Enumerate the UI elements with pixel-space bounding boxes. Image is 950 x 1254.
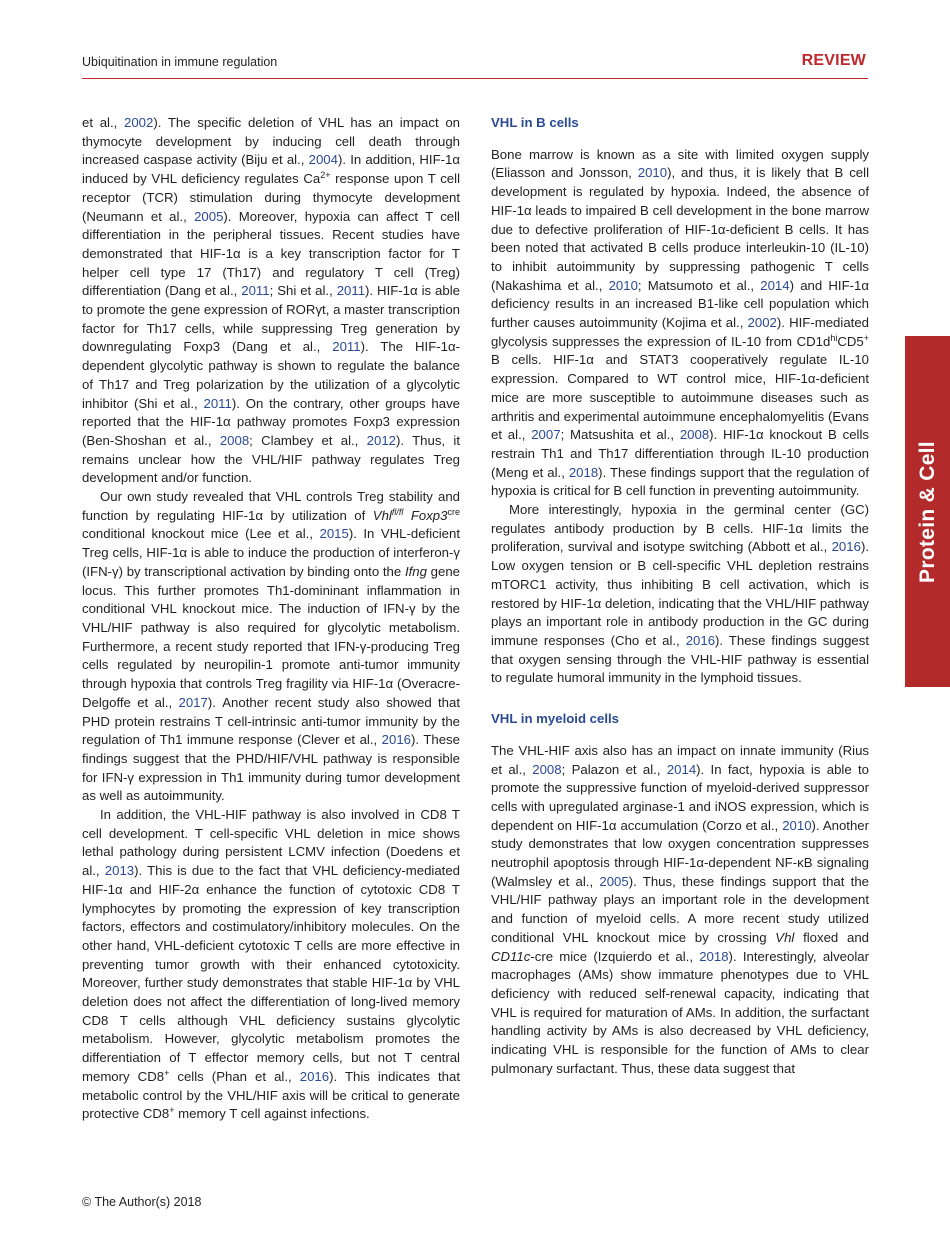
text-run: ). In VHL-deficient Treg cells, HIF-1α is able to induce the production of interferon-γ (IFN-γ) by transcriptional activation by binding onto the [82,526,461,579]
text-run: ; Matsushita et al., [560,427,680,443]
citation-link[interactable]: 2016 [831,539,861,555]
journal-side-tab-label: Protein & Cell [915,440,939,583]
superscript: 2+ [320,170,331,181]
text-run: B cells. HIF-1α and STAT3 cooperatively regulate IL-10 expression. Compared to WT control mice, HIF-1α-deficient mice are more susceptible to autoimmune diseases such as arthritis and experimental autoimmune encephalomyelitis (Evans et al., [491,352,869,443]
italic-text: Vhl [775,929,795,945]
section-heading: VHL in myeloid cells [491,711,620,727]
text-run: ) and HIF-1α deficiency results in an increased B1-like cell population which further causes autoimmunity (Kojima et al., [491,277,869,331]
superscript: cre [447,506,460,517]
citation-link[interactable]: 2014 [760,277,790,293]
text-run: Our own study revealed that VHL controls Treg stability and function by regulating HIF-1α by utilization of [82,489,460,523]
text-run: floxed and [794,929,870,945]
superscript: + [164,1067,170,1078]
text-run: ). These findings support that the regulation of hypoxia is critical for B cell function in preventing autoimmunity. [491,464,869,499]
citation-link[interactable]: 2007 [531,427,561,443]
superscript: + [863,332,869,343]
citation-link[interactable]: 2010 [782,817,812,833]
text-run [403,508,410,523]
text-run: ). HIF-mediated glycolysis suppresses the expression of IL-10 from CD1d [491,315,869,349]
text-run: ). This indicates that metabolic control by the VHL/HIF axis will be critical to generate protective CD8 [82,1068,460,1122]
citation-link[interactable]: 2005 [194,208,224,224]
text-run: ). The specific deletion of VHL has an impact on thymocyte development by inducing cell death through increased caspase activity (Biju et al., [82,115,460,168]
text-run: ). Thus, it remains unclear how the VHL/HIF pathway regulates Treg development and/or function. [82,432,460,486]
italic-text: Foxp3 [410,507,448,523]
citation-link[interactable]: 2002 [747,315,777,331]
citation-link[interactable]: 2016 [381,732,412,748]
citation-link[interactable]: 2016 [299,1068,330,1084]
text-run: conditional knockout mice (Lee et al., [82,526,320,542]
text-run: ). Interestingly, alveolar macrophages (AMs) show immature phenotypes due to VHL deficiency with reduced self-renewal capacity, indicating that VHL is required for maturation of AMs. In addition, the surfactant handling activity by AMs is also decreased by VHL deficiency, indicating VHL is responsible for the function of AMs to clear pulmonary surfactant. Thus, these data suggest that [491,948,869,1076]
text-run: ). Low oxygen tension or B cell-specific VHL depletion restrains mTORC1 activity, thus inhibiting B cell activation, which is restored by HIF-1α deletion, indicating that the VHL/HIF pathway plays an important role in antibody production in the GC during immune responses (Cho et al., [491,539,869,648]
section-label: REVIEW [801,52,866,69]
text-run: ). Thus, these findings support that the VHL/HIF pathway plays an important role in the development and function of myeloid cells. A more recent study utilized conditional VHL knockout mice by crossing [491,873,869,945]
text-run: ). On the contrary, other groups have reported that the HIF-1α pathway promotes Foxp3 expression (Ben-Shoshan et al., [82,395,460,448]
citation-link[interactable]: 2002 [124,115,154,130]
citation-link[interactable]: 2016 [685,632,716,648]
text-run: The VHL-HIF axis also has an impact on innate immunity (Rius et al., [491,742,869,777]
section-heading: VHL in B cells [491,115,579,130]
citation-link[interactable]: 2013 [104,863,135,879]
citation-link[interactable]: 2010 [637,165,668,181]
citation-link[interactable]: 2011 [336,283,366,299]
right-column [491,114,869,1078]
citation-link[interactable]: 2015 [319,526,349,542]
text-run: ), and thus, it is likely that B cell development is regulated by hypoxia. Indeed, the absence of HIF-1α leads to impaired B cell development in the bone marrow due to defective proliferation of HIF-1α-deficient B cells. It has been noted that activated B cells produce interleukin-10 (IL-10) to inhibit autoimmunity by suppressing pathogenic T cells (Nakashima et al., [491,165,870,293]
text-run: cells (Phan et al., [169,1068,300,1084]
text-run: ). The HIF-1α-dependent glycolytic pathway is shown to regulate the balance of Th17 and Treg polarization by the utilization of a glycolytic inhibitor (Shi et al., [82,339,460,411]
body-paragraph [491,501,869,688]
italic-text: CD11c [491,948,531,964]
superscript: hi [830,332,838,343]
text-run: -cre mice (Izquierdo et al., [530,948,700,964]
text-run: ; Palazon et al., [561,761,667,777]
text-run: In addition, the VHL-HIF pathway is also involved in CD8 T cell development. T cell-specific VHL deletion in mice shows lethal pathology during persistent LCMV infection (Doedens et al., [82,807,460,879]
text-run: ). These findings suggest that the PHD/HIF/VHL pathway is responsible for IFN-γ expression in Th1 immunity during tumor development as well as autoimmunity. [82,732,460,804]
text-run: More interestingly, hypoxia in the germinal center (GC) regulates antibody production by B cells. HIF-1α limits the proliferation, survival and isotype switching (Abbott et al., [491,502,869,555]
text-run: ). This is due to the fact that VHL deficiency-mediated HIF-1α and HIF-2α enhance the function of cytotoxic CD8 T lymphocytes by promoting the expression of key transcription factors, effectors and costimulatory/inhibitory molecules. On the other hand, VHL-deficient cytotoxic T cells are more effective in preventing tumor growth with their enhanced cytotoxicity. Moreover, further study demonstrates that stable HIF-1α by VHL deletion does not affect the differentiation of long-lived memory CD8 T cells although VHL deficiency sustains glycolytic metabolism. However, glycolytic metabolism promotes the differentiation of T effector memory cells, but not T central memory CD8 [82,863,460,1084]
citation-link[interactable]: 2018 [568,464,599,480]
text-run: CD5 [837,333,864,349]
citation-link[interactable]: 2008 [219,432,250,448]
italic-text: Vhl [372,507,392,523]
text-run: gene locus. This further promotes Th1-domininant inflammation in conditional VHL knockout mice. The induction of IFN-γ by the VHL/HIF pathway is also required for glycolytic metabolism. Furthermore, a recent study reported that IFN-γ-producing Treg cells regulated by neuropilin-1 promote anti-tumor immunity through hypoxia that controls Treg fragility via HIF-1α (Overacre-Delgoffe et al., [82,563,460,710]
text-run: ; Shi et al., [269,283,337,299]
body-paragraph [491,742,869,1079]
text-run: ). In addition, HIF-1α induced by VHL deficiency regulates Ca [82,152,460,187]
left-column [82,114,460,1124]
text-run: response upon T cell receptor (TCR) stimulation during thymocyte development (Neumann et al., [82,171,461,224]
citation-link[interactable]: 2005 [599,873,629,889]
citation-link[interactable]: 2008 [679,427,710,443]
header-rule [82,78,868,79]
body-paragraph [82,114,460,488]
running-title: Ubiquitination in immune regulation [82,55,278,69]
citation-link[interactable]: 2017 [178,694,208,710]
text-run: ). These findings suggest that oxygen sensing through the VHL-HIF pathway is essential to regulate humoral immunity in the lymphoid tissues. [491,632,869,686]
body-paragraph [491,146,869,501]
text-run: ). HIF-1α knockout B cells restrain Th1 and Th17 differentiation through IL-10 production (Meng et al., [491,427,870,480]
body-paragraph [82,806,460,1124]
citation-link[interactable]: 2004 [308,152,338,168]
citation-link[interactable]: 2012 [366,432,396,448]
text-run: ). Moreover, hypoxia can affect T cell differentiation in the peripheral tissues. Recent studies have demonstrated that HIF-1α is a key transcription factor for T helper cell type 17 (Th17) and regulatory T cell (Treg) differentiation (Dang et al., [82,208,460,299]
text-run: ; Matsumoto et al., [637,277,761,293]
text-run: Bone marrow is known as a site with limited oxygen supply (Eliasson and Jonsson, [491,146,869,181]
citation-link[interactable]: 2008 [532,761,562,777]
text-run: ). In fact, hypoxia is able to promote the suppressive function of myeloid-derived suppressor cells with upregulated arginase-1 and iNOS expression, which is dependent on HIF-1α accumulation (Corzo et al., [491,761,869,833]
text-run: ). Another recent study also showed that PHD protein restrains T cell-intrinsic anti-tumor immunity by the regulation of Th1 immune response (Clever et al., [82,694,460,748]
superscript: + [169,1105,175,1116]
copyright-footer: © The Author(s) 2018 [82,1195,202,1209]
citation-link[interactable]: 2011 [332,339,361,355]
body-paragraph [82,488,460,806]
text-run: et al., [82,115,124,130]
citation-link[interactable]: 2011 [241,283,270,299]
citation-link[interactable]: 2011 [203,395,232,411]
text-run: ). HIF-1α is able to promote the gene expression of RORγt, a master transcription factor for Th17 cells, while suppressing Treg generation by downregulating Foxp3 (Dang et al., [82,283,460,355]
text-run: ). Another study demonstrates that low oxygen concentration suppresses neutrophil apoptosis through HIF-1α-dependent NF-κB signaling (Walmsley et al., [491,817,870,889]
text-run: ; Clambey et al., [249,432,367,448]
text-run: memory T cell against infections. [174,1106,370,1122]
journal-side-tab [905,336,950,687]
citation-link[interactable]: 2018 [699,948,729,964]
italic-text: Ifng [404,563,427,579]
citation-link[interactable]: 2010 [608,277,638,293]
citation-link[interactable]: 2014 [666,761,697,777]
superscript: fl/fl [391,506,404,517]
